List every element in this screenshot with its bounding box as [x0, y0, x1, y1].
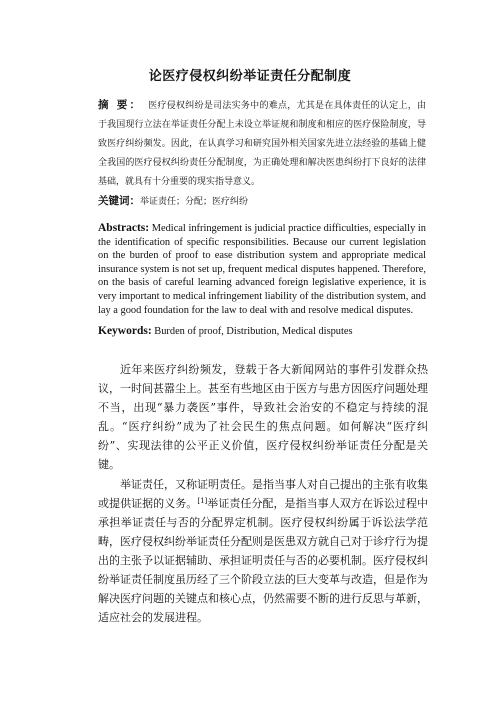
keywords-en — [98, 325, 426, 337]
body-paragraph-2 — [98, 475, 428, 628]
paper-title: 论医疗侵权纠纷举证责任分配制度 — [148, 69, 352, 84]
abstract-en-label: Abstracts: — [98, 222, 150, 234]
body-paragraph-2-part1: 举证责任，又称证明责任。是指当事人对自己提出的主张有收集或提供证据的义务。 — [98, 477, 428, 510]
abstract-en — [98, 222, 426, 317]
keywords-zh-text: 举证责任；分配；医疗纠纷 — [140, 197, 249, 207]
body-paragraph-1: 近年来医疗纠纷频发，登载于各大新闻网站的事件引发群众热议，一时间甚嚣尘上。甚至有些地区由于医方与患方因医疗问题处理不当，出现“暴力袭医”事件，导致社会治安的不稳定与持续的混乱。“医疗纠纷”成为了社会民生的焦点问题。如何解决“医疗纠纷”、实现法律的公平正义价值，医疗侵权纠纷举证责任分配是关键。 — [98, 363, 428, 472]
abstract-zh-text: 医疗侵权纠纷是司法实务中的难点，尤其是在具体责任的认定上，由于我国现行立法在举证责任分配上未设立举证规和制度和相应的医疗保险制度，导致医疗纠纷频发。因此，在认真学习和研究国外相关国家先进立法经验的基础上健全我国的医疗侵权纠纷责任分配制度，为正确处理和解决医患纠纷打下良好的法律基础，就具有十分重要的现实指导意义。 — [98, 101, 426, 187]
keywords-en-label: Keywords: — [98, 325, 152, 337]
abstract-en-text: Medical infringement is judicial practice difficulties, especially in the identification of specific responsibilities. Because our current legislation on the burden of proof to ease distribution system and appropriate medical insurance system is not set up, frequent medical disputes happened. Therefore, on the basis of careful learning advanced foreign legislative experience, it is very important to medical infringement liability of the distribution system, and lay a good foundation for the law to deal with and resolve medical disputes. — [98, 223, 426, 316]
body-paragraph-2-part2: 举证责任分配，是指当事人双方在诉讼过程中承担举证责任与否的分配界定机制。医疗侵权纠纷属于诉讼法学范畴，医疗侵权纠纷举证责任分配则是医患双方就自己对于诊疗行为提出的主张予以证据辅助、承担证明责任与否的必要机制。医疗侵权纠纷举证责任制度虽历经了三个阶段立法的巨大变革与改造，但是作为解决医疗问题的关键点和核心点，仍然需要不断的进行反思与革新，适应社会的发展进程。 — [98, 496, 429, 625]
abstract-zh — [98, 96, 426, 192]
keywords-zh-label: 关键词： — [98, 195, 140, 207]
body-text — [98, 360, 428, 627]
abstract-zh-label: 摘 要： — [98, 99, 143, 111]
citation-ref: [1] — [197, 496, 208, 505]
keywords-zh — [98, 193, 426, 208]
keywords-en-text: Burden of proof, Distribution, Medical disputes — [154, 326, 353, 337]
